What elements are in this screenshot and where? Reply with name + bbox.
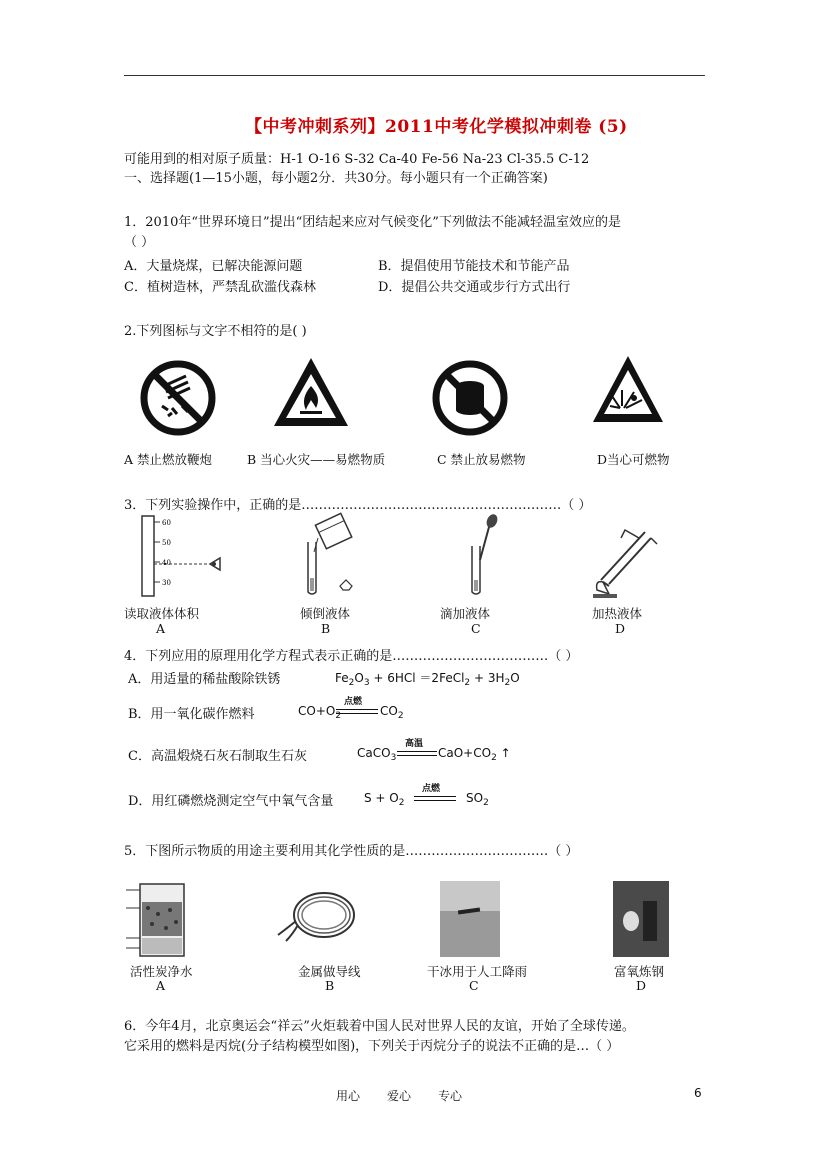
footer-motto-2: 爱心 <box>387 1089 412 1103</box>
q4-equation-c-right: $CaO+CO_2$ ↑ <box>438 746 511 763</box>
footer-motto-3: 专心 <box>438 1089 463 1103</box>
flammable-warning-icon <box>270 352 352 434</box>
q4-equation-b-right: $CO_2$ <box>380 704 404 721</box>
scale-label: 60 <box>162 519 171 527</box>
scale-label: 50 <box>162 539 171 547</box>
q5-caption-c: 干冰用于人工降雨 <box>427 964 528 979</box>
no-firecrackers-icon <box>138 358 218 438</box>
dry-ice-rain-photo <box>440 881 500 957</box>
q5-caption-d: 富氧炼钢 <box>614 964 665 979</box>
q3-caption-d: 加热液体 <box>592 606 643 621</box>
q1-option-a: A．大量烧煤，已解决能源问题 <box>124 259 303 274</box>
equals-sign <box>336 709 378 714</box>
q4-stem: 4．下列应用的原理用化学方程式表示正确的是………………………………（ ） <box>124 649 579 664</box>
q3-caption-c: 滴加液体 <box>440 606 491 621</box>
q5-letter-a: A <box>156 978 166 993</box>
q3-caption-b: 倾倒液体 <box>300 606 351 621</box>
page-title: 【中考冲刺系列】2011中考化学模拟冲刺卷 (5) <box>245 117 628 137</box>
q2-option-d: D当心可燃物 <box>597 452 670 467</box>
q5-caption-b: 金属做导线 <box>298 964 361 979</box>
atomic-masses: 可能用到的相对原子质量：H-1 O-16 S-32 Ca-40 Fe-56 Na-23 Cl-35.5 C-12 <box>124 152 590 167</box>
q2-stem: 2.下列图标与文字不相符的是( ) <box>124 324 307 339</box>
q4-option-b: B．用一氧化碳作燃料 <box>128 707 255 722</box>
equals-sign <box>414 796 456 801</box>
q3-stem: 3．下列实验操作中，正确的是……………………………………………………（ ） <box>124 498 592 513</box>
header-rule <box>124 75 705 76</box>
q4-option-d: D．用红磷燃烧测定空气中氧气含量 <box>128 794 334 809</box>
q5-letter-c: C <box>469 978 479 993</box>
q5-caption-a: 活性炭净水 <box>130 964 193 979</box>
q5-stem: 5．下图所示物质的用途主要利用其化学性质的是……………………………（ ） <box>124 844 579 859</box>
scale-label: 40 <box>162 559 171 567</box>
oxygen-steelmaking-photo <box>613 881 669 957</box>
q4-condition-c: 高温 <box>405 739 424 749</box>
scale-label: 30 <box>162 579 171 587</box>
q4-equation-a: $Fe_2O_3 + 6HCl$ ＝2FeCl$_2$ + $3H_2O$ <box>335 671 520 688</box>
graduated-cylinder-figure <box>128 512 228 598</box>
q2-option-a: A 禁止燃放鞭炮 <box>124 452 213 467</box>
equals-sign <box>397 751 437 756</box>
q3-letter-d: D <box>615 621 626 636</box>
wire-coil-figure <box>272 885 362 955</box>
q4-equation-d-right: $SO_2$ <box>466 791 489 808</box>
q1-paren: （ ） <box>124 235 155 250</box>
carbon-filter-figure <box>124 878 194 960</box>
q1-stem: 1．2010年“世界环境日”提出“团结起来应对气候变化”下列做法不能减轻温室效应的是 <box>124 215 621 230</box>
gas-arrow-icon: ↑ <box>500 746 511 760</box>
q3-letter-b: B <box>321 621 331 636</box>
q3-letter-c: C <box>471 621 481 636</box>
q1-option-c: C．植树造林，严禁乱砍滥伐森林 <box>124 280 316 295</box>
q3-letter-a: A <box>156 621 166 636</box>
q4-condition-b: 点燃 <box>344 697 363 707</box>
page-number: 6 <box>694 1086 702 1100</box>
pouring-liquid-figure <box>290 512 370 598</box>
q4-option-c: C．高温煅烧石灰石制取生石灰 <box>128 749 307 764</box>
explosive-warning-icon <box>590 352 666 428</box>
no-flammables-icon <box>430 358 510 438</box>
q1-option-b: B．提倡使用节能技术和节能产品 <box>378 259 570 274</box>
section-heading: 一、选择题(1—15小题，每小题2分．共30分。每小题只有一个正确答案) <box>124 171 548 186</box>
q2-option-c: C 禁止放易燃物 <box>437 452 526 467</box>
dropper-figure <box>452 512 512 598</box>
q5-letter-d: D <box>636 978 647 993</box>
q4-equation-c-left: CaCO$_3$ <box>357 746 397 763</box>
q5-letter-b: B <box>325 978 335 993</box>
q4-equation-b-left: $CO+O_2$ <box>298 704 342 721</box>
q6-stem-line1: 6．今年4月，北京奥运会“祥云”火炬载着中国人民对世界人民的友谊，开始了全球传递。 <box>124 1019 635 1034</box>
q3-caption-a: 读取液体体积 <box>124 606 200 621</box>
q6-stem-line2: 它采用的燃料是丙烷(分子结构模型如图)，下列关于丙烷分子的说法不正确的是…（ ） <box>124 1039 620 1054</box>
q4-condition-d: 点燃 <box>422 784 441 794</box>
q4-equation-d-left: $S + O_2$ <box>364 791 405 808</box>
q1-option-d: D．提倡公共交通或步行方式出行 <box>378 280 571 295</box>
footer-motto-1: 用心 <box>336 1089 361 1103</box>
q2-option-b: B 当心火灾——易燃物质 <box>247 452 386 467</box>
heating-liquid-figure <box>585 520 665 600</box>
q4-option-a: A．用适量的稀盐酸除铁锈 <box>128 672 281 687</box>
